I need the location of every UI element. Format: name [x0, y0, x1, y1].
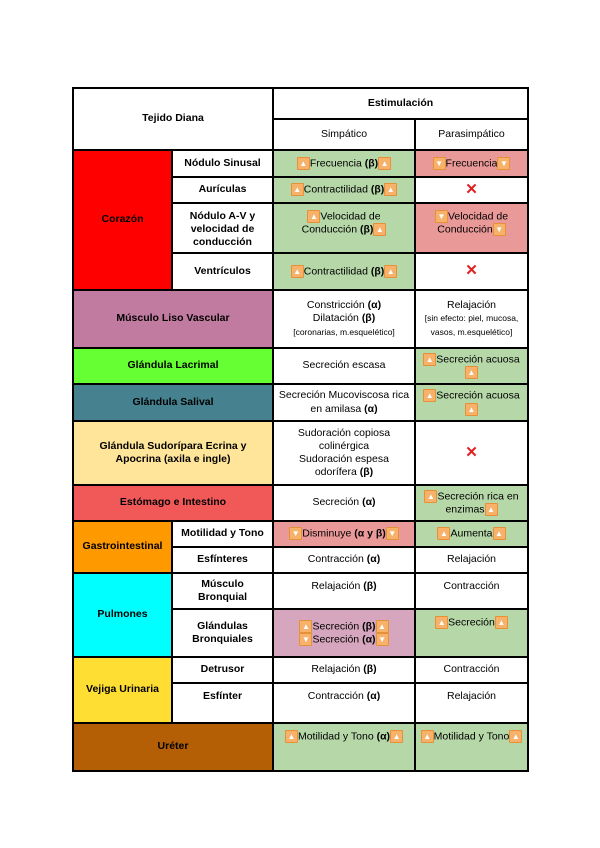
arrow-up-icon: ▲ — [390, 730, 403, 743]
motilidad-sim: ▼ Disminuye (α y β) ▼ — [273, 521, 415, 547]
row-sudoripara: Glándula Sudorípara Ecrina y Apocrina (axila e ingle) — [73, 421, 273, 485]
sudoripara-sim: Sudoración copiosa colinérgica Sudoración espesa odorífera (β) — [273, 421, 415, 485]
auriculas-sim: ▲ Contractilidad (β) ▲ — [273, 177, 415, 203]
esfinteres-para: Relajación — [415, 547, 528, 573]
nodulo-av-para: ▼ Velocidad de Conducción ▼ — [415, 203, 528, 253]
lacrimal-sim: Secreción escasa — [273, 348, 415, 384]
row-vejiga: Vejiga Urinaria — [73, 657, 172, 723]
arrow-up-icon: ▲ — [291, 265, 304, 278]
no-effect-cross-icon: ✕ — [465, 180, 478, 198]
detrusor-label: Detrusor — [172, 657, 273, 683]
header-estimulacion: Estimulación — [273, 88, 528, 119]
motilidad-label: Motilidad y Tono — [172, 521, 273, 547]
arrow-up-icon: ▲ — [421, 730, 434, 743]
header-parasimpatico: Parasimpático — [415, 119, 528, 150]
musculo-bronquial-para: Contracción — [415, 573, 528, 609]
salival-sim: Secreción Mucoviscosa rica en amilasa (α) — [273, 384, 415, 421]
glandulas-bronquiales-para: ▲ Secreción ▲ — [415, 609, 528, 657]
row-corazon: Corazón — [73, 150, 172, 290]
arrow-up-icon: ▲ — [423, 353, 436, 366]
arrow-up-icon: ▲ — [384, 265, 397, 278]
lacrimal-para: ▲ Secreción acuosa▲ — [415, 348, 528, 384]
row-gastro: Gastrointestinal — [73, 521, 172, 573]
arrow-up-icon: ▲ — [424, 490, 437, 503]
musculo-bronquial-label: Músculo Bronquial — [172, 573, 273, 609]
musculo-liso-sim: Constricción (α) Dilatación (β) [coronarias, m.esquelético] — [273, 290, 415, 348]
esfinteres-label: Esfínteres — [172, 547, 273, 573]
arrow-up-icon: ▲ — [373, 223, 386, 236]
arrow-up-icon: ▲ — [495, 616, 508, 629]
arrow-down-icon: ▼ — [497, 157, 510, 170]
arrow-up-icon: ▲ — [307, 210, 320, 223]
arrow-down-icon: ▼ — [433, 157, 446, 170]
arrow-up-icon: ▲ — [299, 620, 312, 633]
header-tejido: Tejido Diana — [73, 88, 273, 150]
arrow-up-icon: ▲ — [285, 730, 298, 743]
nodulo-av-sim: ▲ Velocidad de Conducción (β) ▲ — [273, 203, 415, 253]
ventriculos-label: Ventrículos — [172, 253, 273, 290]
detrusor-para: Contracción — [415, 657, 528, 683]
arrow-up-icon: ▲ — [493, 527, 506, 540]
glandulas-bronquiales-label: Glándulas Bronquiales — [172, 609, 273, 657]
arrow-up-icon: ▲ — [297, 157, 310, 170]
glandulas-bronquiales-sim: ▲ Secreción (β) ▲ ▼ Secreción (α) ▼ — [273, 609, 415, 657]
row-estomago: Estómago e Intestino — [73, 485, 273, 521]
nodulo-sinusal-sim: ▲ Frecuencia (β) ▲ — [273, 150, 415, 177]
arrow-up-icon: ▲ — [465, 366, 478, 379]
nodulo-sinusal-para: ▼ Frecuencia ▼ — [415, 150, 528, 177]
nodulo-av-label: Nódulo A-V y velocidad de conducción — [172, 203, 273, 253]
header-simpatico: Simpático — [273, 119, 415, 150]
arrow-down-icon: ▼ — [435, 210, 448, 223]
nodulo-sinusal-label: Nódulo Sinusal — [172, 150, 273, 177]
arrow-down-icon: ▼ — [376, 633, 389, 646]
row-salival: Glándula Salival — [73, 384, 273, 421]
ureter-sim: ▲ Motilidad y Tono (α) ▲ — [273, 723, 415, 771]
row-lacrimal: Glándula Lacrimal — [73, 348, 273, 384]
auriculas-label: Aurículas — [172, 177, 273, 203]
arrow-up-icon: ▲ — [423, 389, 436, 402]
arrow-up-icon: ▲ — [291, 183, 304, 196]
arrow-down-icon: ▼ — [493, 223, 506, 236]
musculo-bronquial-sim: Relajación (β) — [273, 573, 415, 609]
arrow-up-icon: ▲ — [437, 527, 450, 540]
esfinter-sim: Contracción (α) — [273, 683, 415, 723]
ureter-para: ▲ Motilidad y Tono ▲ — [415, 723, 528, 771]
no-effect-cross-icon: ✕ — [465, 262, 478, 280]
arrow-down-icon: ▼ — [299, 633, 312, 646]
autonomic-table — [72, 87, 529, 772]
detrusor-sim: Relajación (β) — [273, 657, 415, 683]
sudoripara-para — [415, 421, 528, 485]
estomago-para: ▲ Secreción rica en enzimas ▲ — [415, 485, 528, 521]
arrow-down-icon: ▼ — [289, 527, 302, 540]
arrow-down-icon: ▼ — [386, 527, 399, 540]
arrow-up-icon: ▲ — [509, 730, 522, 743]
no-effect-cross-icon: ✕ — [465, 443, 478, 461]
salival-para: ▲ Secreción acuosa▲ — [415, 384, 528, 421]
row-pulmones: Pulmones — [73, 573, 172, 657]
ventriculos-sim: ▲ Contractilidad (β) ▲ — [273, 253, 415, 290]
arrow-up-icon: ▲ — [384, 183, 397, 196]
motilidad-para: ▲ Aumenta ▲ — [415, 521, 528, 547]
arrow-up-icon: ▲ — [376, 620, 389, 633]
arrow-up-icon: ▲ — [378, 157, 391, 170]
arrow-up-icon: ▲ — [435, 616, 448, 629]
row-musculo-liso: Músculo Liso Vascular — [73, 290, 273, 348]
auriculas-para — [415, 177, 528, 203]
musculo-liso-para: Relajación [sin efecto: piel, mucosa, vasos, m.esquelético] — [415, 290, 528, 348]
arrow-up-icon: ▲ — [465, 403, 478, 416]
row-ureter: Uréter — [73, 723, 273, 771]
estomago-sim: Secreción (α) — [273, 485, 415, 521]
ventriculos-para — [415, 253, 528, 290]
arrow-up-icon: ▲ — [485, 503, 498, 516]
esfinteres-sim: Contracción (α) — [273, 547, 415, 573]
esfinter-para: Relajación — [415, 683, 528, 723]
esfinter-label: Esfínter — [172, 683, 273, 723]
